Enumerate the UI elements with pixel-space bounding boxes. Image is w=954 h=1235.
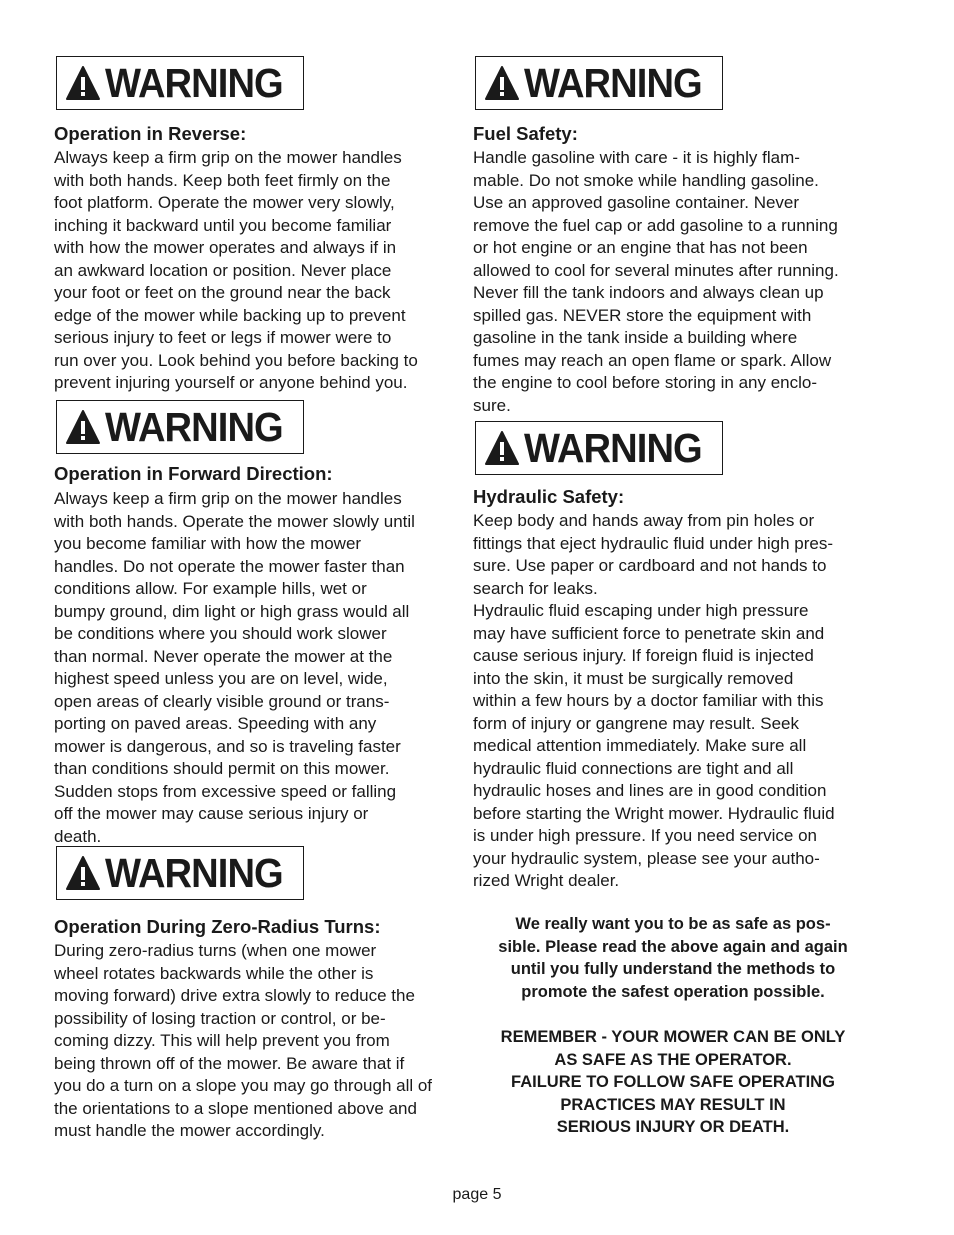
warning-label: WARNING [105,849,283,896]
warning-label: WARNING [524,424,702,471]
section-body-forward: Always keep a firm grip on the mower handles with both hands. Operate the mower slowly until you become familiar with how the mower handles. Do not operate the mower faster than conditions allow. For example hills, wet or bumpy ground, dim light or high grass would all be conditions where you should work slower than normal. Never operate the mower at the highest speed unless you are on level, wide, open areas of clearly visible ground or trans- porting on paved areas. Speeding with any mower is dangerous, and so is traveling faster than conditions should permit on this mower. Sudden stops from excessive speed or falling off the mower may cause serious injury or death. [54,489,415,846]
warning-banner-hydraulic [475,421,723,475]
warning-banner-fuel [475,56,723,110]
warning-banner-reverse [56,56,304,110]
warning-triangle-icon [484,430,520,466]
remember-note: REMEMBER - YOUR MOWER CAN BE ONLY AS SAFE AS THE OPERATOR. FAILURE TO FOLLOW SAFE OPERATING PRACTICES MAY RESULT IN SERIOUS INJURY OR DEATH. [500,1028,846,1136]
warning-label: WARNING [105,59,283,106]
warning-triangle-icon [65,855,101,891]
warning-label: WARNING [524,59,702,106]
section-heading-zero-radius: Operation During Zero-Radius Turns: [54,916,381,937]
warning-banner-zero-radius [56,846,304,900]
section-body-fuel: Handle gasoline with care - it is highly flam- mable. Do not smoke while handling gasoline. Use an approved gasoline container. Never remove the fuel cap or add gasoline to a running or hot engine or an engine that has not been allowed to cool for several minutes after running. Never fill the tank indoors and always clean up spilled gas. NEVER store the equipment with gasoline in the tank inside a building where fumes may reach an open flame or spark. Allow the engine to cool before storing in any enclo- sure. [473,148,839,415]
warning-label: WARNING [105,403,283,450]
section-body-reverse: Always keep a firm grip on the mower handles with both hands. Keep both feet firmly on the foot platform. Operate the mower very slowly, inching it backward until you become familiar with how the mower operates and always if in an awkward location or position. Never place your foot or feet on the ground near the back edge of the mower while backing up to prevent serious injury to feet or legs if mower were to run over you. Look behind you before backing to prevent injuring yourself or anyone behind you. [54,148,418,392]
section-body-hydraulic: Keep body and hands away from pin holes or fittings that eject hydraulic fluid under high pres- sure. Use paper or cardboard and not hands to search for leaks. Hydraulic fluid escaping under high pressure may have sufficient force to penetrate skin and cause serious injury. If foreign fluid is injected into the skin, it must be surgically removed within a few hours by a doctor familiar with this form of injury or gangrene may result. Seek medical attention immediately. Make sure all hydraulic fluid connections are tight and all hydraulic hoses and lines are in good condition before starting the Wright mower. Hydraulic fluid is under high pressure. If you need service on your hydraulic system, please see your autho- rized Wright dealer. [473,511,835,890]
section-heading-hydraulic: Hydraulic Safety: [473,486,625,507]
section-heading-forward: Operation in Forward Direction: [54,463,333,484]
warning-triangle-icon [65,409,101,445]
warning-triangle-icon [484,65,520,101]
section-heading-reverse: Operation in Reverse: [54,123,247,144]
section-body-zero-radius: During zero-radius turns (when one mower wheel rotates backwards while the other is moving forward) drive extra slowly to reduce the possibility of losing traction or control, or be- coming dizzy. This will help prevent you from being thrown off of the mower. Be aware that if you do a turn on a slope you may go through all of the orientations to a slope mentioned above and must handle the mower accordingly. [54,941,433,1140]
safety-note: We really want you to be as safe as pos- sible. Please read the above again and again until you fully understand the methods to promote the safest operation possible. [498,915,848,1001]
page-number: page 5 [452,1186,502,1203]
warning-banner-forward [56,400,304,454]
section-heading-fuel: Fuel Safety: [473,123,578,144]
warning-triangle-icon [65,65,101,101]
